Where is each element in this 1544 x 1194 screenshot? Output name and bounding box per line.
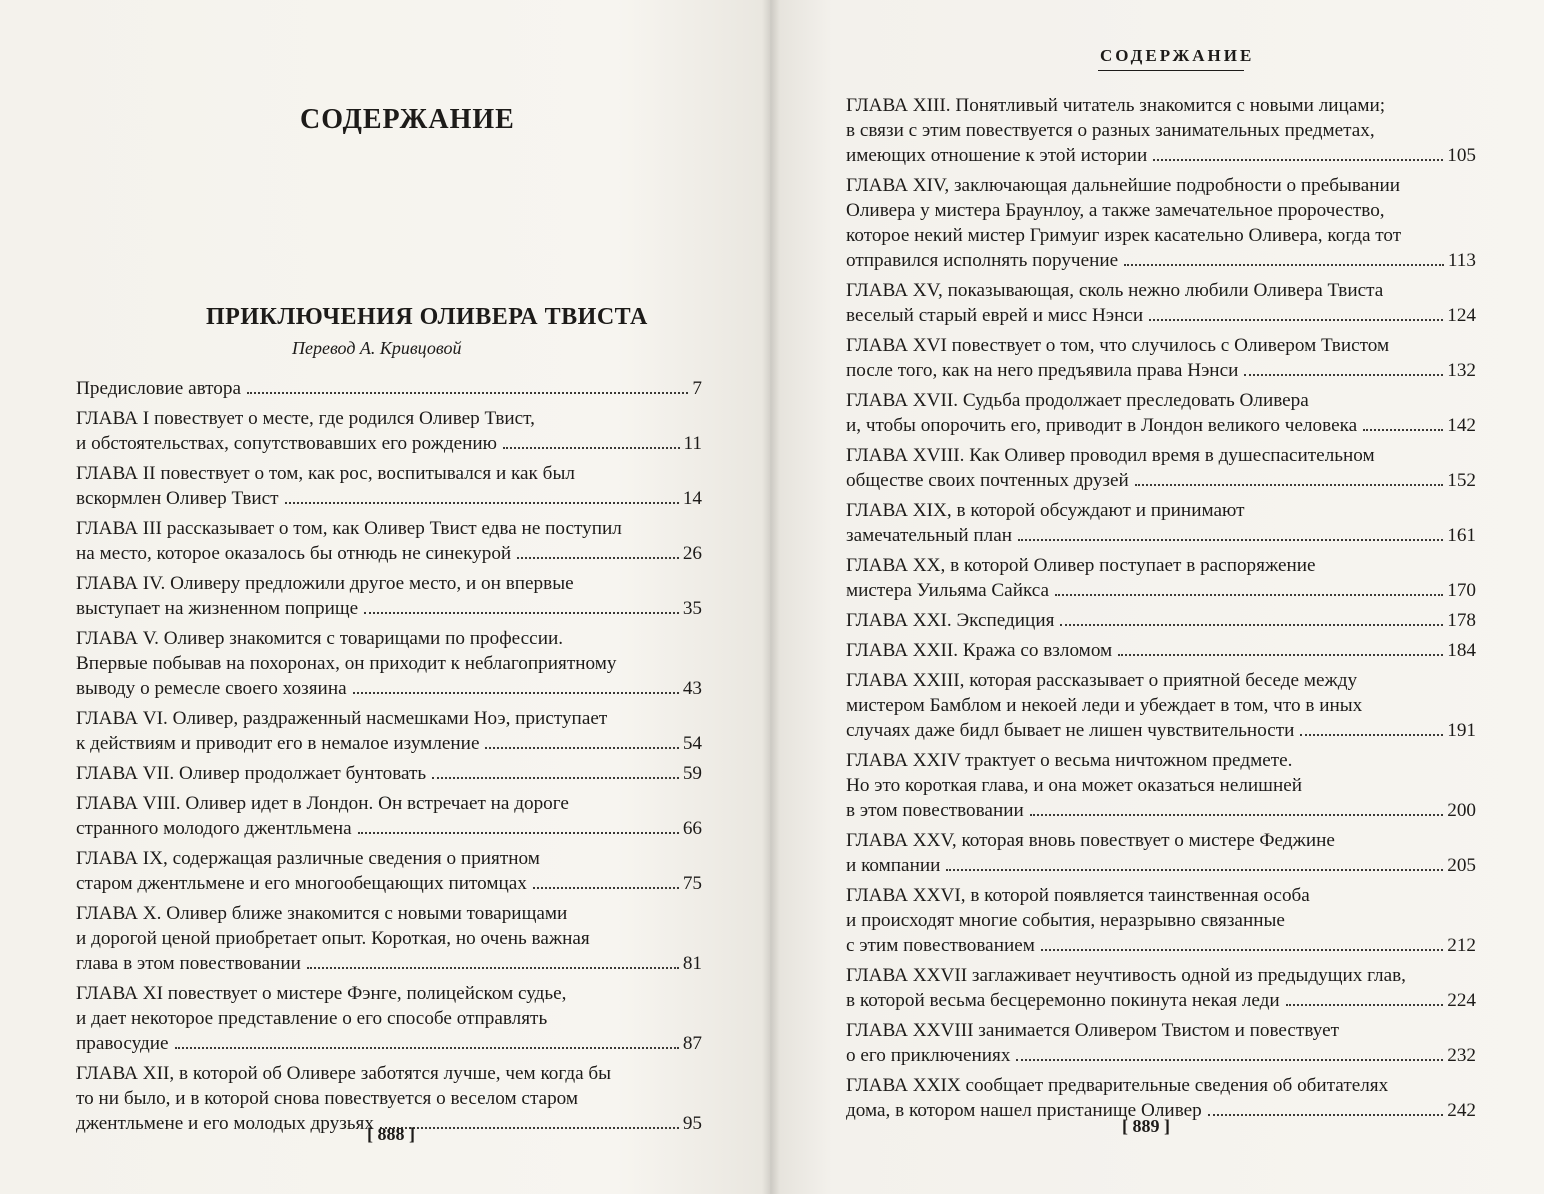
toc-entry-line: после того, как на него предъявила права Нэнси [846,360,1239,381]
toc-entry-last-line [846,413,1476,438]
toc-entry-line: ГЛАВА II повествует о том, как рос, воспитывался и как был [76,463,575,484]
toc-entry-line: выступает на жизненном поприще [76,598,359,619]
toc-entry-line: то ни было, и в которой снова повествуется о веселом старом [76,1088,579,1109]
dot-leader [1118,653,1443,656]
toc-entry-last-line [846,988,1476,1013]
running-head: СОДЕРЖАНИЕ [1100,46,1255,65]
toc-entry-last-line [846,853,1476,878]
toc-entry [846,638,1476,663]
dot-leader [358,831,679,834]
toc-entry-line: имеющих отношение к этой истории [846,145,1148,166]
toc-entry-line: ГЛАВА XV, показывающая, сколь нежно любили Оливера Твиста [846,280,1384,301]
toc-entry-line: правосудие [76,1033,169,1054]
dot-leader [1060,623,1443,626]
toc-entry-page: 113 [1447,250,1476,271]
book-gutter [762,0,780,1194]
toc-entry [846,553,1476,603]
toc-entry [76,376,702,401]
toc-entry-line: отправился исполнять поручение [846,250,1119,271]
toc-entry-page: 43 [682,678,702,699]
toc-entry-line: ГЛАВА XXIX сообщает предварительные сведения об обитателях [846,1075,1389,1096]
toc-entry-last-line [76,761,702,786]
toc-entry-last-line [76,731,702,756]
dot-leader [1363,428,1443,431]
toc-entry-line: ГЛАВА XVII. Судьба продолжает преследовать Оливера [846,390,1309,411]
toc-entry [846,443,1476,493]
toc-entry-page: 232 [1447,1045,1476,1066]
toc-entry-last-line [76,816,702,841]
toc-entry-line: ГЛАВА IX, содержащая различные сведения о приятном [76,848,540,869]
toc-entry-last-line [76,596,702,621]
toc-entry [76,706,702,756]
toc-entry [846,498,1476,548]
toc-entry [76,981,702,1056]
toc-entry-line: ГЛАВА XX, в которой Оливер поступает в распоряжение [846,555,1316,576]
toc-entry-last-line [846,578,1476,603]
toc-entry-line: Но это короткая глава, и она может оказаться нелишней [846,775,1303,796]
dot-leader [364,611,679,614]
toc-entry-last-line [846,608,1476,633]
toc-entry-page: 184 [1447,640,1476,661]
toc-entry-page: 152 [1447,470,1476,491]
toc-entry-line: ГЛАВА XII, в которой об Оливере заботятся лучше, чем когда бы [76,1063,612,1084]
toc-entry-line: ГЛАВА XXV, которая вновь повествует о мистере Феджине [846,830,1335,851]
dot-leader [1124,263,1444,266]
toc-entry-line: случаях даже бидл бывает не лишен чувствительности [846,720,1295,741]
toc-entry-page: 14 [682,488,702,509]
dot-leader [1018,538,1443,541]
toc-entry-line: Впервые побывав на похоронах, он приходит к неблагоприятному [76,653,617,674]
toc-entry-page: 224 [1447,990,1476,1011]
toc-entry-line: ГЛАВА VI. Оливер, раздраженный насмешками Ноэ, приступает [76,708,608,729]
toc-entry [846,608,1476,633]
dot-leader [1208,1113,1443,1116]
dot-leader [1153,158,1443,161]
toc-entry-page: 59 [682,763,702,784]
toc-entry [846,668,1476,743]
dot-leader [307,966,679,969]
toc-entry-line: дома, в котором нашел пристанище Оливер [846,1100,1202,1121]
toc-entry-page: 178 [1447,610,1476,631]
toc-entry-line: мистера Уильяма Сайкса [846,580,1050,601]
toc-left-column [76,376,702,1141]
toc-entry-line: ГЛАВА VII. Оливер продолжает бунтовать [76,763,427,784]
toc-entry-page: 242 [1447,1100,1476,1121]
toc-entry-line: ГЛАВА VIII. Оливер идет в Лондон. Он встречает на дороге [76,793,569,814]
toc-entry-last-line [846,1043,1476,1068]
toc-entry-page: 81 [682,953,702,974]
toc-entry [846,333,1476,383]
toc-entry-line: ГЛАВА XIX, в которой обсуждают и принимают [846,500,1245,521]
page-number-left: [ 888 ] [367,1124,415,1144]
toc-entry-line: странного молодого джентльмена [76,818,352,839]
dot-leader [533,886,679,889]
toc-entry-last-line [846,143,1476,168]
toc-entry-page: 7 [692,378,702,399]
toc-entry-line: ГЛАВА III рассказывает о том, как Оливер Твист едва не поступил [76,518,622,539]
book-title: ПРИКЛЮЧЕНИЯ ОЛИВЕРА ТВИСТА [206,304,648,330]
toc-title: СОДЕРЖАНИЕ [300,104,515,135]
toc-entry-line: ГЛАВА XXIV трактует о весьма ничтожном предмете. [846,750,1293,771]
toc-entry-line: в связи с этим повествуется о разных занимательных предметах, [846,120,1375,141]
page-number-right: [ 889 ] [1122,1116,1170,1136]
toc-entry-last-line [76,951,702,976]
toc-entry [846,883,1476,958]
toc-entry-last-line [846,638,1476,663]
running-head-rule [1098,70,1244,71]
dot-leader [517,556,679,559]
dot-leader [1135,483,1443,486]
dot-leader [175,1046,679,1049]
toc-entry-last-line [846,303,1476,328]
toc-entry-line: ГЛАВА XXII. Кража со взломом [846,640,1113,661]
toc-entry [76,571,702,621]
toc-entry-line: Оливера у мистера Браунлоу, а также замечательное пророчество, [846,200,1385,221]
toc-entry-last-line [76,486,702,511]
toc-entry-line: обществе своих почтенных друзей [846,470,1129,491]
dot-leader [1041,948,1443,951]
toc-entry-page: 66 [682,818,702,839]
toc-entry-line: и происходят многие события, неразрывно связанные [846,910,1285,931]
toc-entry-line: о его приключениях [846,1045,1011,1066]
toc-entry-page: 75 [682,873,702,894]
toc-entry [76,846,702,896]
toc-entry-line: мистером Бамблом и некоей леди и убеждает в том, что в иных [846,695,1363,716]
toc-entry-line: которое некий мистер Гримуиг изрек касательно Оливера, когда тот [846,225,1402,246]
toc-entry [846,963,1476,1013]
toc-entry-line: и дает некоторое представление о его способе отправлять [76,1008,548,1029]
toc-entry-line: и дорогой ценой приобретает опыт. Короткая, но очень важная [76,928,590,949]
toc-entry-last-line [76,1031,702,1056]
toc-entry [846,828,1476,878]
toc-entry [846,93,1476,168]
dot-leader [946,868,1443,871]
toc-entry-line: ГЛАВА XIII. Понятливый читатель знакомится с новыми лицами; [846,95,1386,116]
toc-entry [76,406,702,456]
toc-entry-line: с этим повествованием [846,935,1035,956]
toc-entry-last-line [76,431,702,456]
toc-entry-line: замечательный план [846,525,1013,546]
toc-entry-line: глава в этом повествовании [76,953,301,974]
toc-entry-last-line [76,871,702,896]
toc-entry-line: и компании [846,855,941,876]
toc-entry-page: 200 [1447,800,1476,821]
toc-entry-last-line [846,798,1476,823]
toc-entry-last-line [76,376,702,401]
toc-entry-last-line [846,933,1476,958]
right-page-show-through [1470,96,1544,1096]
toc-entry-line: старом джентльмене и его многообещающих питомцах [76,873,527,894]
toc-entry-line: ГЛАВА XXVIII занимается Оливером Твистом и повествует [846,1020,1339,1041]
dot-leader [1030,813,1443,816]
toc-entry [846,748,1476,823]
toc-entry-last-line [846,468,1476,493]
toc-entry-page: 87 [682,1033,702,1054]
dot-leader [353,691,679,694]
dot-leader [1055,593,1443,596]
toc-entry-page: 132 [1447,360,1476,381]
toc-entry-line: на место, которое оказалось бы отнюдь не синекурой [76,543,512,564]
toc-entry-last-line [846,358,1476,383]
toc-entry-line: в которой весьма бесцеремонно покинута некая леди [846,990,1280,1011]
toc-entry [76,901,702,976]
toc-entry-last-line [846,718,1476,743]
toc-entry [76,516,702,566]
toc-entry-line: вскормлен Оливер Твист [76,488,279,509]
toc-entry-line: ГЛАВА XXI. Экспедиция [846,610,1055,631]
toc-entry [846,388,1476,438]
toc-entry [846,1018,1476,1068]
toc-entry-page: 54 [682,733,702,754]
dot-leader [1286,1003,1444,1006]
toc-entry-last-line [76,676,702,701]
toc-entry-page: 191 [1447,720,1476,741]
dot-leader [503,446,680,449]
toc-entry-line: ГЛАВА XVIII. Как Оливер проводил время в душеспасительном [846,445,1375,466]
toc-entry-line: Предисловие автора [76,378,242,399]
dot-leader [432,776,679,779]
toc-entry-last-line [76,541,702,566]
toc-entry-line: ГЛАВА XI повествует о мистере Фэнге, полицейском судье, [76,983,567,1004]
toc-entry [846,278,1476,328]
toc-entry-line: в этом повествовании [846,800,1024,821]
toc-entry-line: ГЛАВА XVI повествует о том, что случилось с Оливером Твистом [846,335,1390,356]
dot-leader [1016,1058,1443,1061]
dot-leader [1244,373,1443,376]
translator-credit: Перевод А. Кривцовой [292,338,462,358]
toc-entry-line: и, чтобы опорочить его, приводит в Лондон великого человека [846,415,1358,436]
dot-leader [247,391,688,394]
toc-entry-line: и обстоятельствах, сопутствовавших его рождению [76,433,498,454]
dot-leader [380,1126,679,1129]
toc-entry-line: к действиям и приводит его в немалое изумление [76,733,480,754]
toc-entry-line: ГЛАВА XXVI, в которой появляется таинственная особа [846,885,1310,906]
toc-entry [76,461,702,511]
toc-right-column [846,93,1476,1128]
toc-entry [846,173,1476,273]
toc-entry-line: джентльмене и его молодых друзьях [76,1113,374,1134]
toc-entry-page: 161 [1447,525,1476,546]
dot-leader [485,746,678,749]
toc-entry-line: ГЛАВА I повествует о месте, где родился Оливер Твист, [76,408,535,429]
toc-entry-page: 142 [1447,415,1476,436]
toc-entry-page: 212 [1447,935,1476,956]
toc-entry-page: 124 [1447,305,1476,326]
toc-entry-page: 170 [1447,580,1476,601]
toc-entry-page: 11 [683,433,702,454]
toc-entry [76,761,702,786]
toc-entry-last-line [846,248,1476,273]
toc-entry-line: ГЛАВА XXVII заглаживает неучтивость одной из предыдущих глав, [846,965,1406,986]
dot-leader [1149,318,1443,321]
toc-entry-page: 105 [1447,145,1476,166]
toc-entry-line: веселый старый еврей и мисс Нэнси [846,305,1144,326]
toc-entry-line: ГЛАВА XXIII, которая рассказывает о приятной беседе между [846,670,1358,691]
toc-entry-page: 95 [682,1113,702,1134]
toc-entry-page: 35 [682,598,702,619]
toc-entry-line: ГЛАВА XIV, заключающая дальнейшие подробности о пребывании [846,175,1401,196]
dot-leader [1300,733,1443,736]
toc-entry-line: ГЛАВА X. Оливер ближе знакомится с новыми товарищами [76,903,568,924]
toc-entry-line: ГЛАВА V. Оливер знакомится с товарищами по профессии. [76,628,564,649]
toc-entry-page: 205 [1447,855,1476,876]
dot-leader [285,501,679,504]
toc-entry-line: выводу о ремесле своего хозяина [76,678,347,699]
toc-entry-last-line [846,523,1476,548]
toc-entry-line: ГЛАВА IV. Оливеру предложили другое место, и он впервые [76,573,574,594]
toc-entry [76,791,702,841]
toc-entry-page: 26 [682,543,702,564]
toc-entry [76,626,702,701]
